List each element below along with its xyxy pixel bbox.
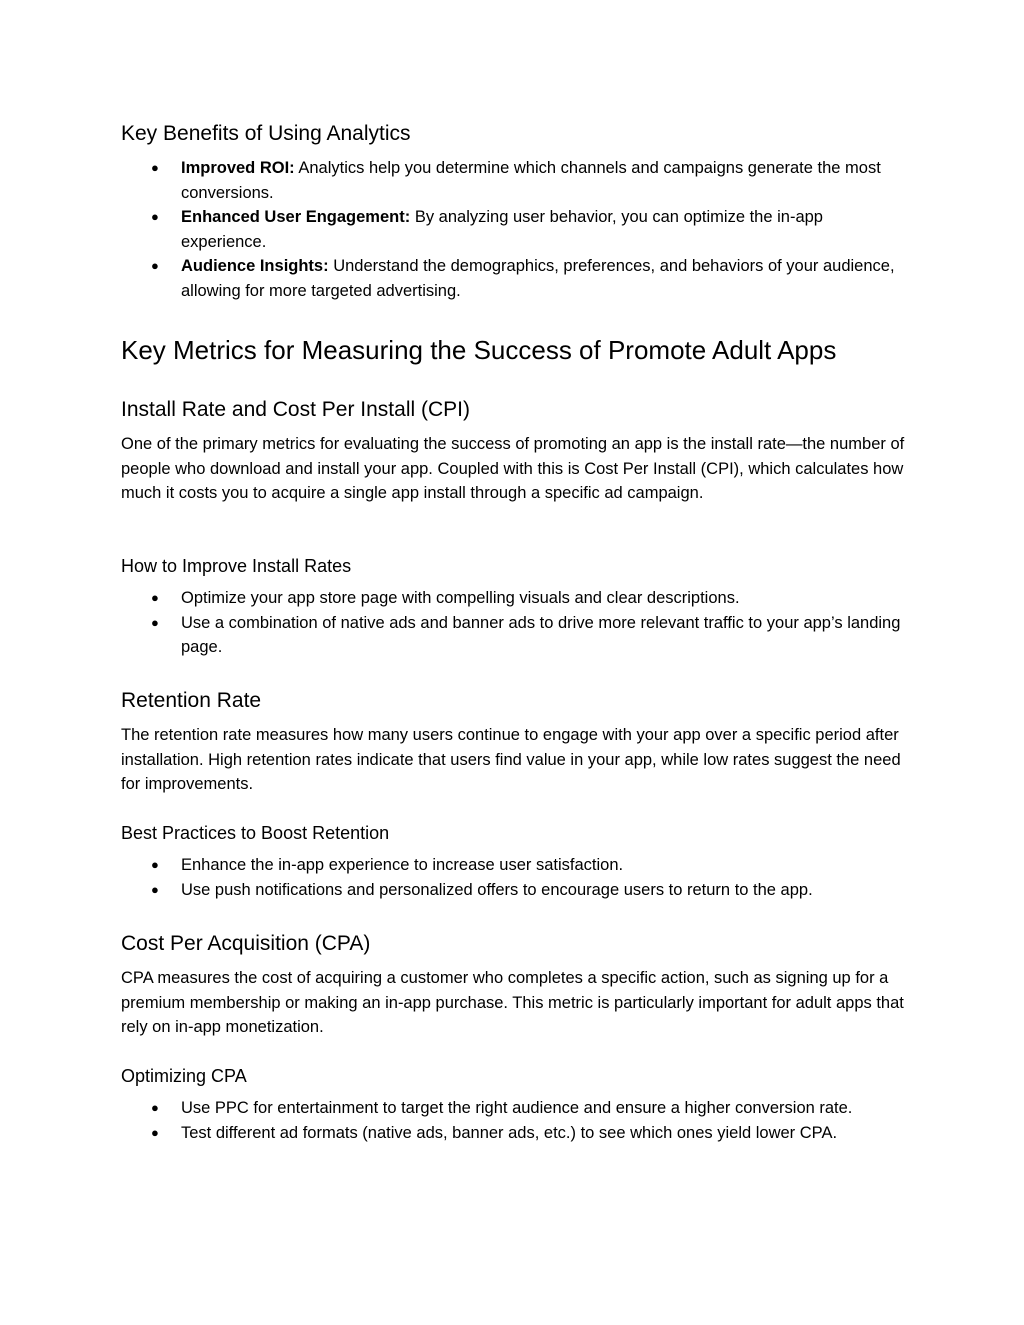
- list-item: [121, 205, 906, 254]
- metrics-title: Key Metrics for Measuring the Success of Promote Adult Apps: [121, 335, 837, 365]
- document-page: [121, 0, 911, 1325]
- bullet-icon: ●: [151, 160, 159, 175]
- item-bold-label: Audience Insights:: [181, 257, 329, 275]
- list-item: [121, 1096, 906, 1121]
- item-bold-label: Improved ROI:: [181, 159, 295, 177]
- benefits-list: [121, 156, 911, 303]
- install-list: [121, 586, 911, 660]
- retention-list: [121, 853, 911, 902]
- item-text: Test different ad formats (native ads, banner ads, etc.) to see which ones yield lower CPA.: [181, 1123, 838, 1142]
- retention-heading: Retention Rate: [121, 689, 262, 712]
- list-item: [121, 586, 906, 611]
- bullet-icon: ●: [151, 614, 159, 630]
- install-paragraph: One of the primary metrics for evaluating the success of promoting an app is the install rate—the number of people who download and install your app. Coupled with this is Cost Per Install (CPI), which calculates how much it costs you to acquire a single app install through a specific ad campaign.: [121, 435, 905, 502]
- benefits-heading: Key Benefits of Using Analytics: [121, 122, 411, 145]
- item-bold-label: Enhanced User Engagement:: [181, 208, 411, 226]
- bullet-icon: ●: [151, 258, 159, 273]
- cpa-subheading: Optimizing CPA: [121, 1066, 247, 1086]
- bullet-icon: ●: [151, 857, 159, 872]
- list-item: [121, 254, 906, 303]
- item-text: Understand the demographics, preferences, and behaviors of your audience, allowing for more targeted advertising.: [181, 257, 895, 300]
- list-item: [121, 853, 906, 878]
- cpa-paragraph: CPA measures the cost of acquiring a customer who completes a specific action, such as signing up for a premium membership or making an in-app purchase. This metric is particularly important for adult apps that rely on in-app monetization.: [121, 969, 904, 1036]
- bullet-icon: ●: [151, 209, 159, 224]
- list-item: [121, 1121, 906, 1146]
- item-text: Analytics help you determine which channels and campaigns generate the most conversions.: [181, 159, 881, 202]
- item-text: Optimize your app store page with compelling visuals and clear descriptions.: [181, 589, 740, 607]
- bullet-icon: ●: [151, 1100, 159, 1115]
- item-text: Use PPC for entertainment to target the right audience and ensure a higher conversion rate.: [181, 1099, 853, 1117]
- list-item: [121, 156, 906, 205]
- install-subheading: How to Improve Install Rates: [121, 556, 352, 576]
- bullet-icon: ●: [151, 1124, 159, 1140]
- item-text: Use a combination of native ads and banner ads to drive more relevant traffic to your app’s landing page.: [181, 613, 901, 656]
- retention-subheading: Best Practices to Boost Retention: [121, 823, 390, 843]
- bullet-icon: ●: [151, 881, 159, 897]
- item-text: Use push notifications and personalized offers to encourage users to return to the app.: [181, 880, 813, 899]
- item-text: By analyzing user behavior, you can optimize the in-app experience.: [181, 208, 823, 251]
- install-heading: Install Rate and Cost Per Install (CPI): [121, 398, 470, 421]
- list-item: [121, 611, 906, 660]
- cpa-list: [121, 1096, 911, 1145]
- item-text: Enhance the in-app experience to increase user satisfaction.: [181, 856, 624, 874]
- retention-paragraph: The retention rate measures how many users continue to engage with your app over a specific period after installation. High retention rates indicate that users find value in your app, while low rates suggest the need for improvements.: [121, 726, 901, 793]
- list-item: [121, 878, 906, 903]
- cpa-heading: Cost Per Acquisition (CPA): [121, 932, 371, 955]
- bullet-icon: ●: [151, 590, 159, 605]
